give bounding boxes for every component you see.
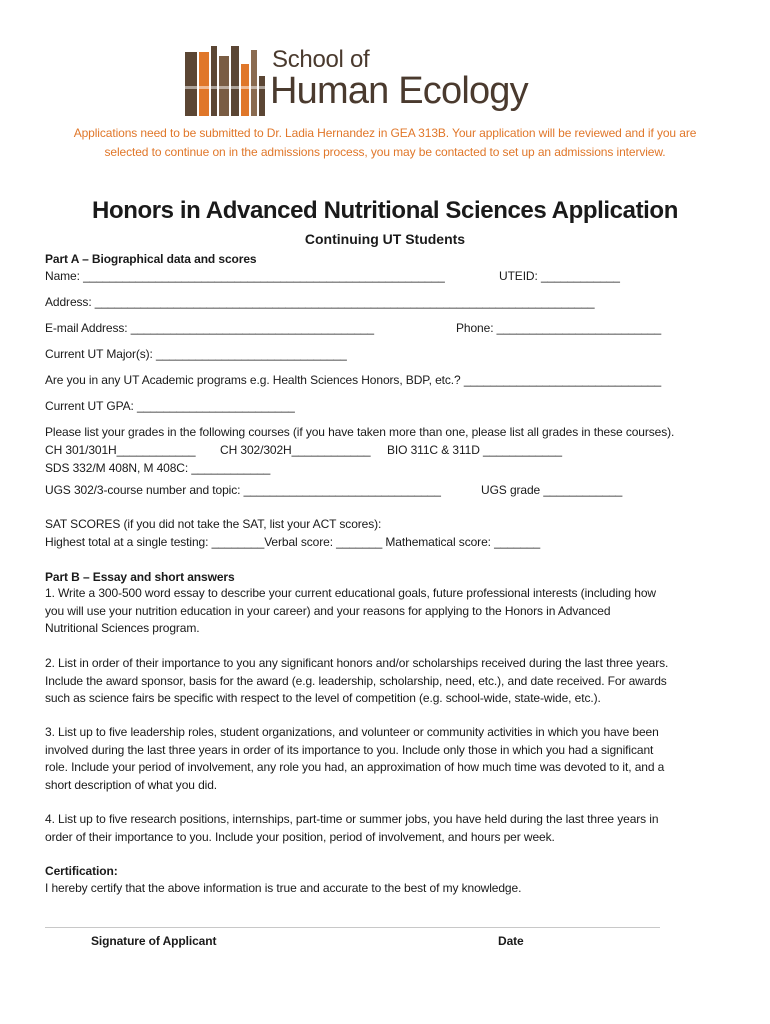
sds-field[interactable]: SDS 332/M 408N, M 408C: ____________ bbox=[45, 461, 271, 475]
question-line: involved during the last three years in order of its importance to you. Include only those in which you had a significant bbox=[45, 742, 654, 757]
ch302-field[interactable]: CH 302/302H____________ bbox=[220, 443, 371, 457]
submission-notice bbox=[40, 124, 730, 162]
question-line: Nutritional Sciences program. bbox=[45, 621, 200, 635]
question-line: Include the award sponsor, basis for the award (e.g. leadership, scholarship, need, etc.), and date received. For awards bbox=[45, 673, 667, 688]
ch301-field[interactable]: CH 301/301H____________ bbox=[45, 443, 196, 457]
question-2 bbox=[45, 655, 735, 708]
question-line: role. Include your period of involvement, any role you had, an approximation of how much time was devoted to it, and a bbox=[45, 760, 665, 774]
email-field[interactable]: E-mail Address: _____________________________________ bbox=[45, 321, 374, 335]
sat-scores-field[interactable]: Highest total at a single testing: ________Verbal score: _______ Mathematical score: _______ bbox=[45, 535, 541, 549]
question-line: such as science fairs be specific with respect to the level of competition (e.g. school-wide, state-wide, etc.). bbox=[45, 691, 601, 705]
question-line: 2. List in order of their importance to you any significant honors and/or scholarships received during the last three years. bbox=[45, 656, 669, 670]
name-field[interactable]: Name: _______________________________________________________ bbox=[45, 269, 445, 283]
notice-line: Applications need to be submitted to Dr. Ladia Hernandez in GEA 313B. Your application will be reviewed and if you are bbox=[73, 126, 697, 140]
grades-instructions: Please list your grades in the following courses (if you have taken more than one, please list all grades in these courses). bbox=[45, 425, 675, 439]
ugs-grade-field[interactable]: UGS grade ____________ bbox=[481, 483, 623, 497]
question-line: 1. Write a 300-500 word essay to describe your current educational goals, future professional interests (including how bbox=[45, 586, 656, 600]
signature-label: Signature of Applicant bbox=[91, 934, 217, 948]
signature-line[interactable] bbox=[45, 927, 660, 928]
ugs-field[interactable]: UGS 302/3-course number and topic: ______________________________ bbox=[45, 483, 441, 497]
notice-line: selected to continue on in the admissions process, you may be contacted to set up an admissions interview. bbox=[104, 145, 666, 159]
question-line: short description of what you did. bbox=[45, 777, 218, 792]
gpa-field[interactable]: Current UT GPA: ________________________ bbox=[45, 399, 295, 413]
question-line: order of their importance to you. Include your position, period of involvement, and hours per week. bbox=[45, 829, 555, 844]
certification-heading: Certification: bbox=[45, 864, 118, 878]
phone-field[interactable]: Phone: _________________________ bbox=[456, 321, 662, 335]
logo-text-human-ecology: Human Ecology bbox=[270, 70, 528, 112]
major-field[interactable]: Current UT Major(s): _____________________________ bbox=[45, 347, 347, 361]
certification-statement: I hereby certify that the above information is true and accurate to the best of my knowledge. bbox=[45, 881, 522, 895]
bio-field[interactable]: BIO 311C & 311D ____________ bbox=[387, 443, 562, 457]
address-field[interactable]: Address: ____________________________________________________________________________ bbox=[45, 295, 595, 309]
question-line: 3. List up to five leadership roles, student organizations, and volunteer or community activities in which you have been bbox=[45, 725, 659, 739]
logo-text-school-of: School of bbox=[272, 46, 370, 73]
form-subtitle: Continuing UT Students bbox=[304, 231, 466, 247]
question-line: you will use your nutrition education in your career) and your reasons for applying to the Honors in Advanced bbox=[45, 603, 611, 618]
programs-field[interactable]: Are you in any UT Academic programs e.g. Health Sciences Honors, BDP, etc.? ______________________________ bbox=[45, 373, 662, 387]
uteid-field[interactable]: UTEID: ____________ bbox=[499, 269, 620, 283]
school-logo bbox=[180, 44, 600, 124]
question-3 bbox=[45, 724, 735, 794]
date-label: Date bbox=[498, 934, 524, 948]
question-1 bbox=[45, 585, 735, 638]
part-b-heading: Part B – Essay and short answers bbox=[45, 570, 235, 584]
part-a-heading: Part A – Biographical data and scores bbox=[45, 252, 257, 266]
logo-mark-icon bbox=[185, 46, 265, 116]
question-4 bbox=[45, 811, 735, 846]
form-title: Honors in Advanced Nutritional Sciences Application bbox=[92, 197, 678, 224]
question-line: 4. List up to five research positions, internships, part-time or summer jobs, you have held during the last three years in bbox=[45, 812, 659, 826]
sat-instructions: SAT SCORES (if you did not take the SAT, list your ACT scores): bbox=[45, 517, 382, 531]
